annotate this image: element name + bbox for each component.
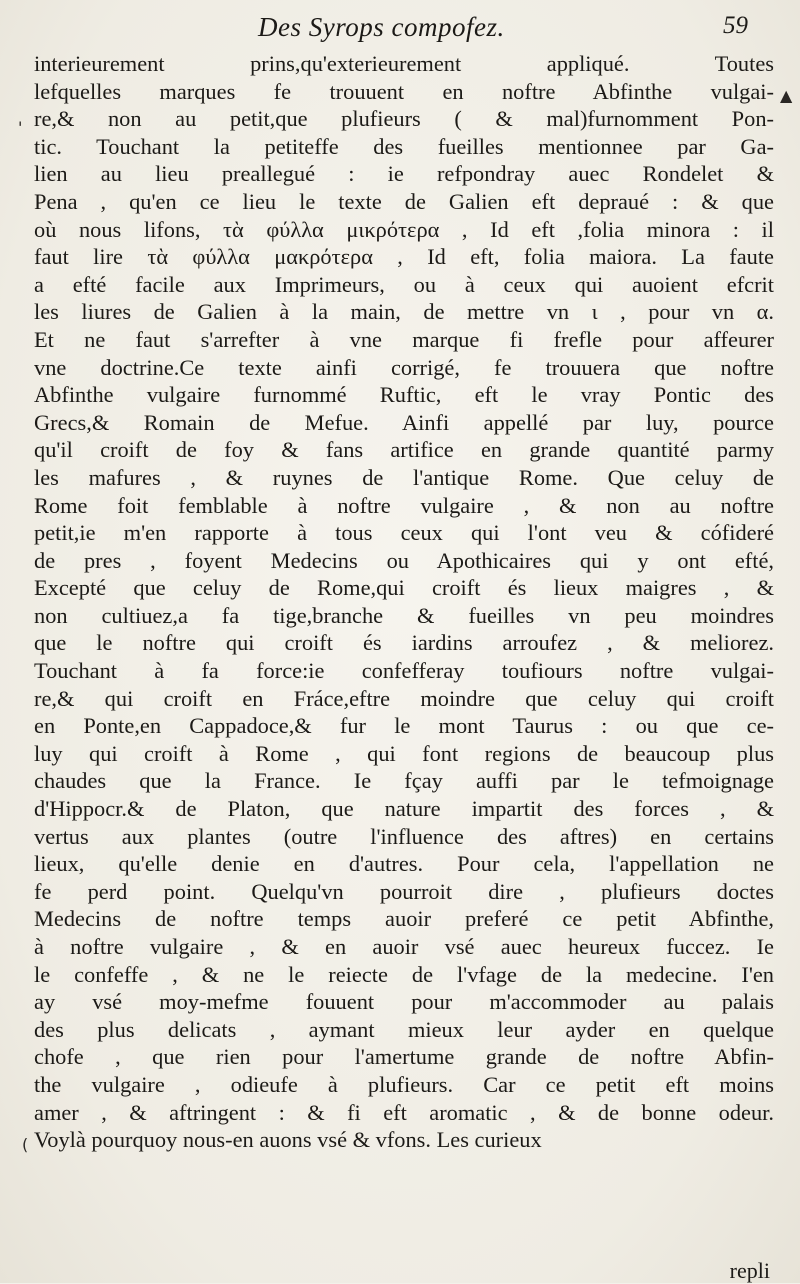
text-line: en Ponte,en Cappadoce,& fur le mont Taurus : ou que ce-: [34, 713, 774, 739]
text-line: Et ne faut s'arrefter à vne marque fi frefle pour affeurer: [34, 326, 774, 352]
text-line: Abfinthe vulgaire furnommé Ruftic, eft le vray Pontic des: [34, 382, 774, 408]
text-line: Voylà pourquoy nous-en auons vsé & vfons. Les curieux: [34, 1127, 542, 1153]
text-line: Excepté que celuy de Rome,qui croift és lieux maigres , &: [34, 575, 774, 601]
text-line: que le noftre qui croift és iardins arroufez , & meliorez.: [34, 630, 774, 656]
text-line: re,& qui croift en Fráce,eftre moindre que celuy qui croift: [34, 685, 774, 711]
text-line: le confeffe , & ne le reiecte de l'vfage de la medecine. I'en: [34, 961, 774, 987]
text-line: où nous lifons, τὰ φύλλα μικρότερα , Id eft ,folia minora : il: [34, 216, 774, 242]
running-title: Des Syrops compofez.: [258, 12, 505, 42]
text-line: non cultiuez,a fa tige,branche & fueilles vn peu moindres: [34, 602, 774, 628]
text-line: re,& non au petit,que plufieurs ( & mal)furnomment Pon-: [34, 106, 774, 132]
text-line: vertus aux plantes (outre l'influence des aftres) en certains: [34, 823, 774, 849]
text-line: les mafures , & ruynes de l'antique Rome. Que celuy de: [34, 464, 774, 490]
text-line: lieux, qu'elle denie en d'autres. Pour cela, l'appellation ne: [34, 851, 774, 877]
text-line: Touchant à fa force:ie confefferay toufiours noftre vulgai-: [34, 658, 774, 684]
text-line: des plus delicats , aymant mieux leur ayder en quelque: [34, 1016, 774, 1042]
text-line: amer , & aftringent : & fi eft aromatic , & de bonne odeur.: [34, 1099, 774, 1125]
text-line: d'Hippocr.& de Platon, que nature impartit des forces , &: [34, 796, 774, 822]
text-line: Rome foit femblable à noftre vulgaire , & non au noftre: [34, 492, 774, 518]
text-line: interieurement prins,qu'exterieurement appliqué. Toutes: [34, 51, 774, 76]
text-line: Medecins de noftre temps auoir preferé ce petit Abfinthe,: [34, 906, 774, 932]
text-line: fe perd point. Quelqu'vn pourroit dire , plufieurs doctes: [34, 878, 774, 904]
body-text: [34, 50, 774, 1154]
page-number: 59: [723, 12, 748, 39]
text-line: ay vsé moy-mefme fouuent pour m'accommoder au palais: [34, 989, 774, 1015]
text-line: lefquelles marques fe trouuent en noftre Abfinthe vulgai-: [34, 78, 774, 104]
text-line: luy qui croift à Rome , qui font regions de beaucoup plus: [34, 740, 774, 766]
text-line: qu'il croift de foy & fans artifice en grande quantité parmy: [34, 437, 774, 463]
text-line: chaudes que la France. Ie fçay auffi par le tefmoignage: [34, 768, 774, 794]
margin-tick-mark: ': [18, 118, 23, 137]
text-line: a efté facile aux Imprimeurs, ou à ceux qui auoient efcrit: [34, 271, 774, 297]
text-line: Pena , qu'en ce lieu le texte de Galien eft depraué : & que: [34, 188, 774, 214]
text-line: à noftre vulgaire , & en auoir vsé auec heureux fuccez. Ie: [34, 934, 774, 959]
text-line: vne doctrine.Ce texte ainfi corrigé, fe trouuera que noftre: [34, 354, 774, 380]
text-line: the vulgaire , odieufe à plufieurs. Car ce petit eft moins: [34, 1071, 774, 1097]
margin-bracket-mark: (: [22, 1135, 29, 1154]
margin-stain-mark: ▲: [780, 86, 793, 105]
text-line: chofe , que rien pour l'amertume grande de noftre Abfin-: [34, 1044, 774, 1070]
text-line: de pres , foyent Medecins ou Apothicaires qui y ont efté,: [34, 547, 774, 573]
running-head: [0, 12, 800, 46]
text-line: les liures de Galien à la main, de mettre vn ι , pour vn α.: [34, 299, 774, 325]
catchword: repli: [729, 1258, 770, 1283]
text-line: faut lire τὰ φύλλα μακρότερα , Id eft, folia maiora. La faute: [34, 244, 774, 270]
text-line: tic. Touchant la petiteffe des fueilles mentionnee par Ga-: [34, 133, 774, 159]
text-line: lien au lieu preallegué : ie refpondray auec Rondelet &: [34, 161, 774, 187]
text-line: Grecs,& Romain de Mefue. Ainfi appellé par luy, pource: [34, 409, 774, 435]
text-line: petit,ie m'en rapporte à tous ceux qui l'ont veu & cófideré: [34, 520, 774, 546]
